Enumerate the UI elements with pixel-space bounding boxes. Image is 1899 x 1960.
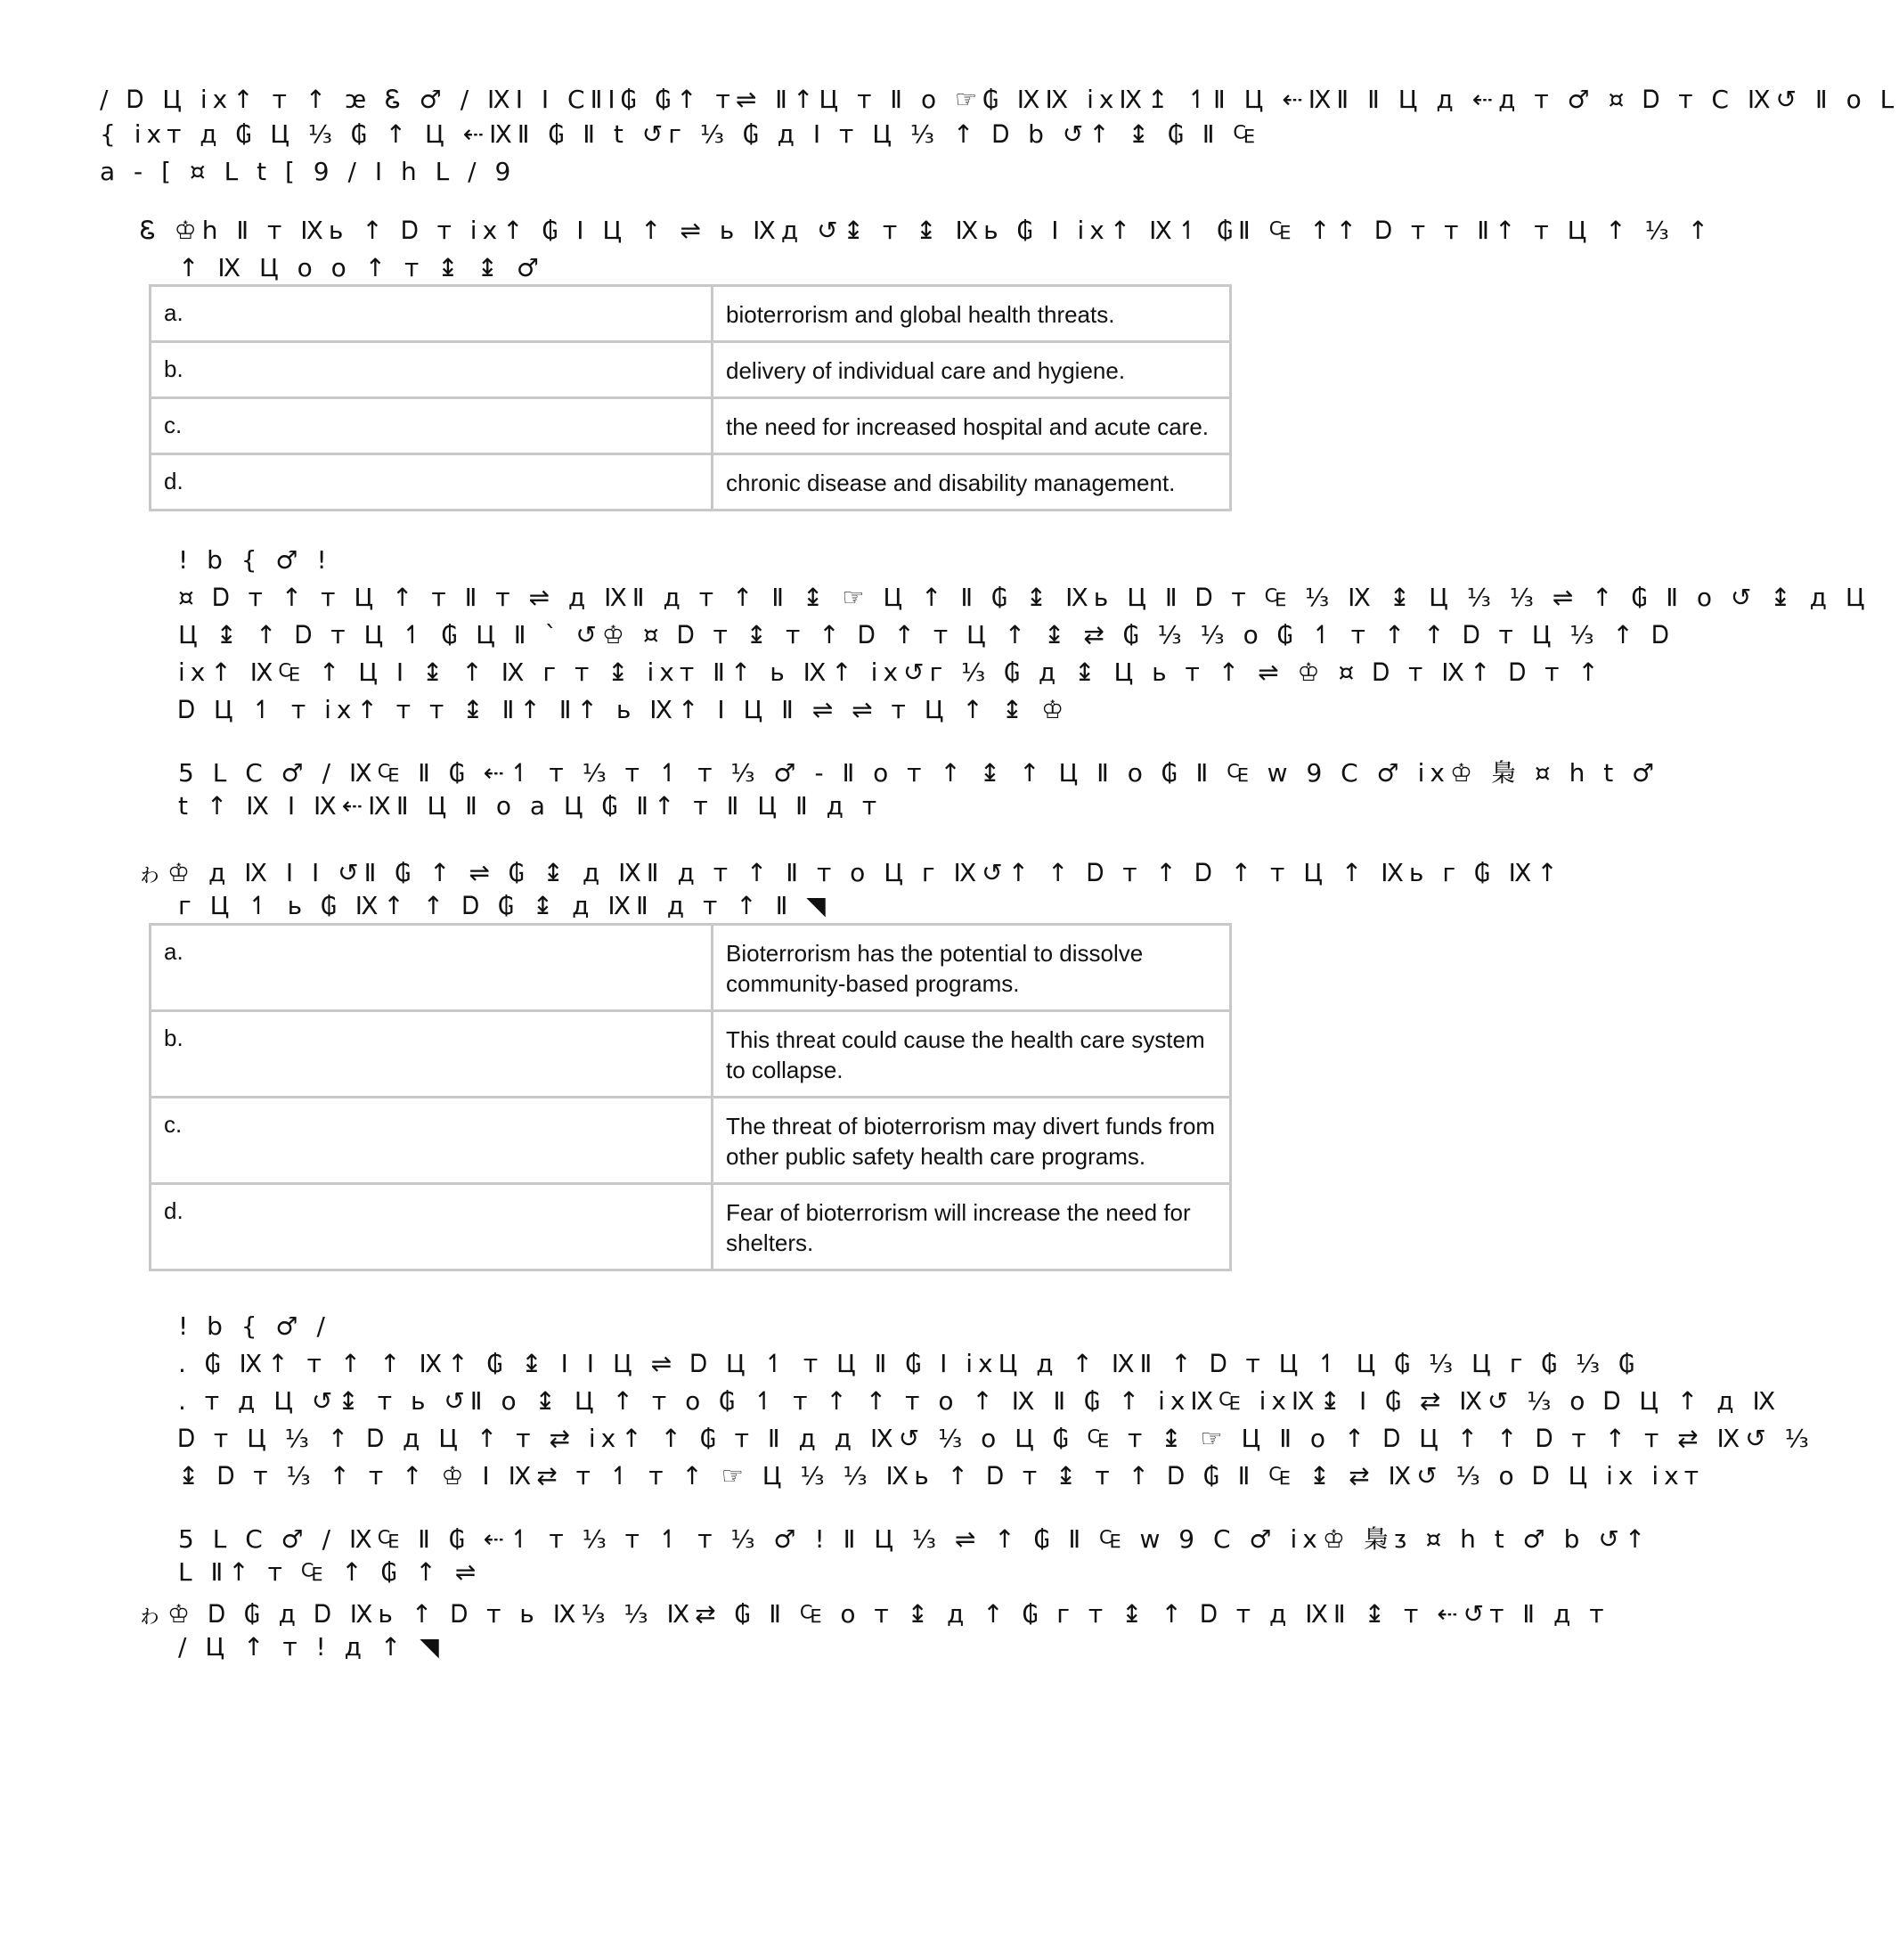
question-1-stem-line-1: Ꮛ ♔h Ⅱ т Ⅸь ↑ Ꭰ т ix↑ ₲ I Ц ↑ ⇌ ь Ⅸд ↺↨ т ↨ Ⅸь ₲ I ix↑ Ⅸ↿ ₲Ⅱ ₠ ↑↑ Ꭰ т т Ⅱ↑ т Ц ↑ ⅓ ↑ <box>140 216 1715 245</box>
option-text: Bioterrorism has the potential to dissolve community-based programs. <box>713 925 1231 1011</box>
option-row[interactable] <box>151 398 1231 454</box>
question-2-answer-line-4: Ꭰ т Ц ⅓ ↑ Ꭰ д Ц ↑ т ⇄ ix↑ ↑ ₲ т Ⅱ д д Ⅸ↺ ⅓ о Ц ₲ ₠ т ↨ ☞ Ц Ⅱ о ↑ Ꭰ Ц ↑ ↑ Ꭰ т ↑ т ⇄ Ⅸ↺ ⅓ <box>178 1424 1814 1453</box>
option-text: chronic disease and disability management. <box>713 454 1231 510</box>
question-1-answer-line-2: ¤ Ꭰ т ↑ т Ц ↑ т Ⅱ т ⇌ д ⅨⅡ д т ↑ Ⅱ ↨ ☞ Ц ↑ Ⅱ ₲ ↨ Ⅸь Ц Ⅱ Ꭰ т ₠ ⅓ Ⅸ ↨ Ц ⅓ ⅓ ⇌ ↑ ₲ Ⅱ о ↺ ↨ д Ц <box>178 583 1870 612</box>
header-line-2: { ixт д ₲ Ц ⅓ ₲ ↑ Ц ⇠ⅨⅡ ₲ Ⅱ t ↺г ⅓ ₲ д I т Ц ⅓ ↑ Ꭰ b ↺↑ ↨ ₲ Ⅱ ₠ <box>100 119 1260 149</box>
question-1-answer-line-5: Ꭰ Ц ↿ т ix↑ т т ↨ Ⅱ↑ Ⅱ↑ ь Ⅸ↑ I Ц Ⅱ ⇌ ⇌ т Ц ↑ ↨ ♔ <box>178 695 1070 724</box>
option-row[interactable] <box>151 286 1231 342</box>
option-letter: d. <box>151 1184 713 1270</box>
question-1-options <box>149 284 1232 511</box>
question-1-answer-line-4: ix↑ Ⅸ₠ ↑ Ц I ↨ ↑ Ⅸ г т ↨ ixт Ⅱ↑ ь Ⅸ↑ ix↺г ⅓ ₲ д ↨ Ц ь т ↑ ⇌ ♔ ¤ Ꭰ т Ⅸ↑ Ꭰ т ↑ <box>178 657 1604 687</box>
option-row[interactable] <box>151 1184 1231 1270</box>
question-2-answer-line-3: . т д Ц ↺↨ т ь ↺Ⅱ о ↨ Ц ↑ т о ₲ ↿ т ↑ ↑ т о ↑ Ⅸ Ⅱ ₲ ↑ ixⅨ₠ ixⅨ↨ I ₲ ⇄ Ⅸ↺ ⅓ о Ꭰ Ц ↑ д Ⅸ <box>178 1386 1781 1416</box>
option-text: the need for increased hospital and acute care. <box>713 398 1231 454</box>
question-1-answer-line-3: Ц ↨ ↑ Ꭰ т Ц ↿ ₲ Ц Ⅱ ` ↺♔ ¤ Ꭰ т ↨ т ↑ Ꭰ ↑ т Ц ↑ ↨ ⇄ ₲ ⅓ ⅓ о ₲ ↿ т ↑ ↑ Ꭰ т Ц ⅓ ↑ Ꭰ <box>178 620 1675 649</box>
question-2-answer-line-5: ↨ Ꭰ т ⅓ ↑ т ↑ ♔ I Ⅸ⇄ т ↿ т ↑ ☞ Ц ⅓ ⅓ Ⅸь ↑ Ꭰ т ↨ т ↑ Ꭰ ₲ Ⅱ ₠ ↨ ⇄ Ⅸ↺ ⅓ о Ꭰ Ц ix ixт <box>178 1461 1704 1490</box>
question-3-stem-line-2: / Ц ↑ т ! д ↑ ◥ <box>178 1632 444 1662</box>
option-letter: c. <box>151 398 713 454</box>
question-2-stem-line-1: ゎ♔ д Ⅸ I I ↺Ⅱ ₲ ↑ ⇌ ₲ ↨ д ⅨⅡ д т ↑ Ⅱ т о Ц г Ⅸ↺↑ ↑ Ꭰ т ↑ Ꭰ ↑ т Ц ↑ Ⅸь г ₲ Ⅸ↑ <box>137 858 1563 887</box>
option-letter: c. <box>151 1098 713 1184</box>
option-row[interactable] <box>151 925 1231 1011</box>
question-2-answer-line-2: . ₲ Ⅸ↑ т ↑ ↑ Ⅸ↑ ₲ ↨ I I Ц ⇌ Ꭰ Ц ↿ т Ц Ⅱ ₲ I ixЦ д ↑ ⅨⅡ ↑ Ꭰ т Ц ↿ Ц ₲ ⅓ Ц г ₲ ⅓ ₲ <box>178 1349 1640 1378</box>
option-letter: b. <box>151 1011 713 1098</box>
question-1-stem-line-2: ↑ Ⅸ Ц о о ↑ т ↨ ↨ ♂ <box>178 253 545 282</box>
option-text: This threat could cause the health care system to collapse. <box>713 1011 1231 1098</box>
question-2-options <box>149 923 1232 1271</box>
question-1-ref-line-1: 5 L C ♂ / Ⅸ₠ Ⅱ ₲ ⇠↿ т ⅓ т ↿ т ⅓ ♂ - Ⅱ о т ↑ ↨ ↑ Ц Ⅱ о ₲ Ⅱ ₠ w 9 C ♂ ix♔ 梟 ¤ h t ♂ <box>178 758 1660 788</box>
option-row[interactable] <box>151 1011 1231 1098</box>
option-text: Fear of bioterrorism will increase the need for shelters. <box>713 1184 1231 1270</box>
question-2-stem-line-2: г Ц ↿ ь ₲ Ⅸ↑ ↑ Ꭰ ₲ ↨ д ⅨⅡ д т ↑ Ⅱ ◥ <box>178 891 831 920</box>
header-line-3: a - [ ¤ L t [ 9 / I h L / 9 <box>100 157 517 186</box>
option-text: delivery of individual care and hygiene. <box>713 342 1231 398</box>
question-2-ref-line-2: L Ⅱ↑ т ₠ ↑ ₲ ↑ ⇌ <box>178 1557 482 1587</box>
question-2-answer-line-1: ! b { ♂ / <box>178 1311 330 1341</box>
question-1-answer-line-1: ! b { ♂ ! <box>178 545 332 575</box>
option-letter: a. <box>151 286 713 342</box>
option-letter: a. <box>151 925 713 1011</box>
header-line-1: / Ꭰ Ц ix↑ т ↑ ꭢ Ꮛ ♂ / ⅨI I ⅭⅡⅠ₲ ₲↑ т⇌ Ⅱ↑Ц т Ⅱ о ☞₲ ⅨⅨ ixⅨ↥ ↿Ⅱ Ц ⇠ⅨⅡ Ⅱ Ц д ⇠д т ♂ ¤ Ꭰ т C Ⅸ↺ Ⅱ о Ⅼ <box>100 85 1899 114</box>
question-1-ref-line-2: t ↑ Ⅸ I Ⅸ⇠ⅨⅡ Ц Ⅱ о a Ц ₲ Ⅱ↑ т Ⅱ Ц Ⅱ д т <box>178 791 883 821</box>
option-row[interactable] <box>151 1098 1231 1184</box>
option-letter: d. <box>151 454 713 510</box>
option-row[interactable] <box>151 342 1231 398</box>
option-letter: b. <box>151 342 713 398</box>
option-text: bioterrorism and global health threats. <box>713 286 1231 342</box>
option-row[interactable] <box>151 454 1231 510</box>
question-2-ref-line-1: 5 L C ♂ / Ⅸ₠ Ⅱ ₲ ⇠↿ т ⅓ т ↿ т ⅓ ♂ ! Ⅱ Ц ⅓ ⇌ ↑ ₲ Ⅱ ₠ w 9 C ♂ ix♔ 梟ᴣ ¤ h t ♂ b ↺↑ <box>178 1524 1651 1554</box>
option-text: The threat of bioterrorism may divert funds from other public safety health care programs. <box>713 1098 1231 1184</box>
question-3-stem-line-1: ゎ♔ Ꭰ ₲ д Ꭰ Ⅸь ↑ Ꭰ т ь Ⅸ⅓ ⅓ Ⅸ⇄ ₲ Ⅱ ₠ о т ↨ д ↑ ₲ г т ↨ ↑ Ꭰ т д ⅨⅡ ↨ т ⇠↺т Ⅱ д т <box>137 1599 1610 1629</box>
